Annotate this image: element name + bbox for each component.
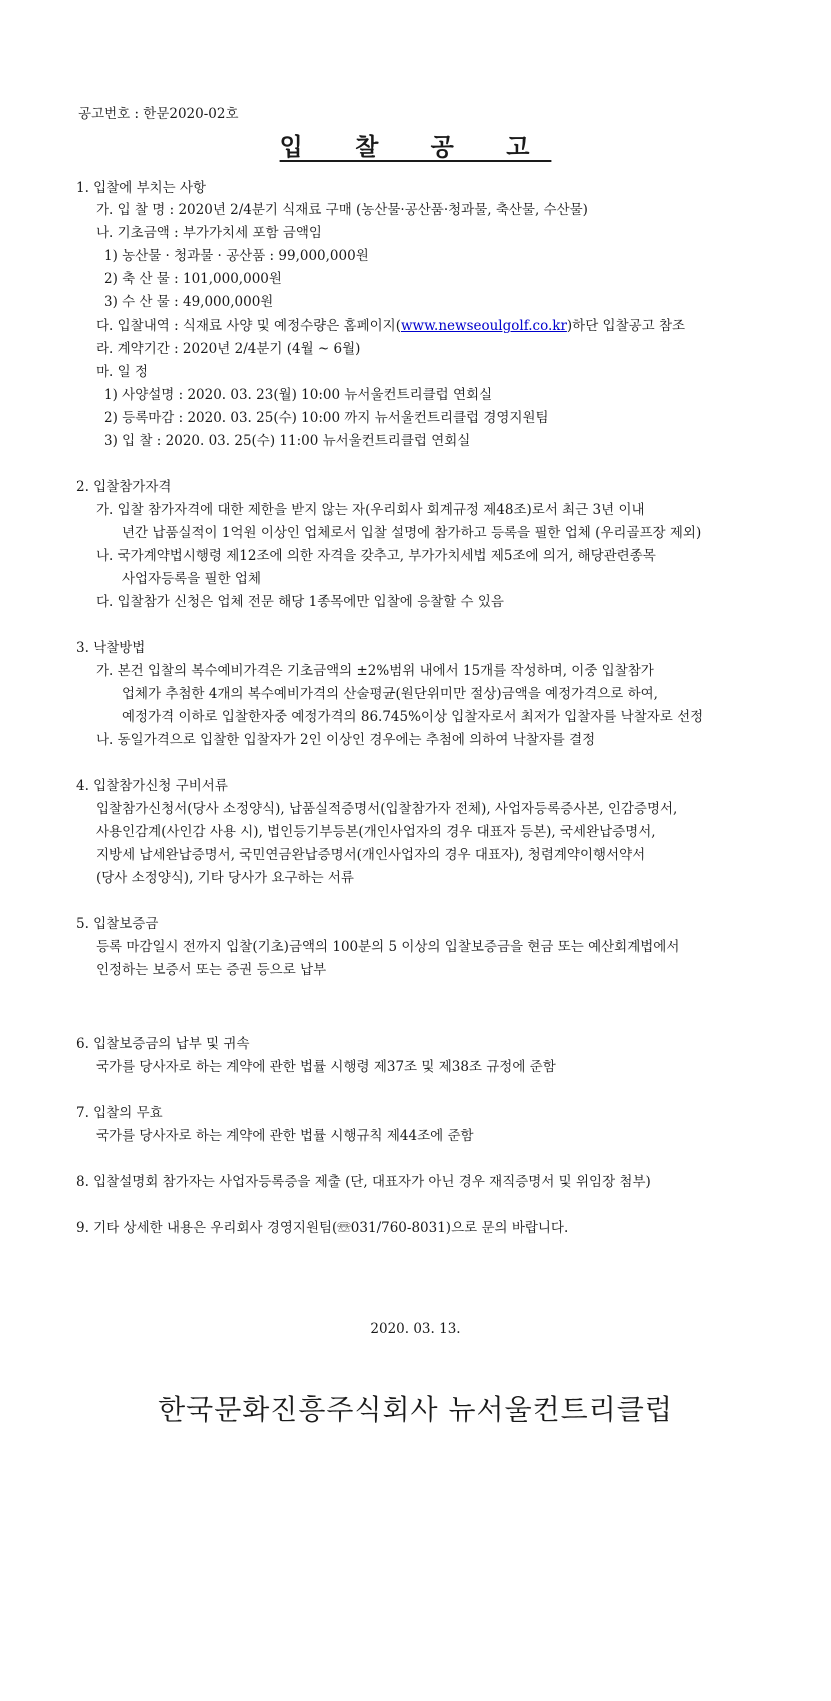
s2-item-c: 다. 입찰참가 신청은 업체 전문 해당 1종목에만 입찰에 응찰할 수 있음	[96, 594, 504, 610]
s6-line-1: 국가를 당사자로 하는 계약에 관한 법률 시행령 제37조 및 제38조 규정에 준함	[96, 1059, 556, 1075]
notice-date: 2020. 03. 13.	[370, 1321, 461, 1337]
s4-line-1: 입찰참가신청서(당사 소정양식), 납품실적증명서(입찰참가자 전체), 사업자등록증사본, 인감증명서,	[96, 801, 678, 817]
organization-name: 한국문화진흥주식회사 뉴서울컨트리클럽	[158, 1393, 673, 1426]
page-title	[0, 131, 831, 163]
s3-item-a2: 업체가 추첨한 4개의 복수예비가격의 산술평균(원단위미만 절상)금액을 예정가격으로 하여,	[122, 686, 658, 702]
s2-item-b1: 나. 국가계약법시행령 제12조에 의한 자격을 갖추고, 부가가치세법 제5조에 의거, 해당관련종목	[96, 548, 656, 564]
section-6-heading: 6. 입찰보증금의 납부 및 귀속	[76, 1036, 250, 1052]
s1-item-b1: 1) 농산물 · 청과물 · 공산품 : 99,000,000원	[104, 248, 369, 264]
title-text: 입 찰 공 고	[279, 132, 552, 161]
s2-item-a2: 년간 납품실적이 1억원 이상인 업체로서 입찰 설명에 참가하고 등록을 필한 업체 (우리골프장 제외)	[122, 525, 702, 541]
s1-item-e: 마. 일 정	[96, 364, 148, 380]
s1-item-e1: 1) 사양설명 : 2020. 03. 23(월) 10:00 뉴서울컨트리클럽 연회실	[104, 387, 493, 403]
s1-item-c-pre: 다. 입찰내역 : 식재료 사양 및 예정수량은 홈페이지(	[96, 318, 401, 334]
s1-item-b: 나. 기초금액 : 부가가치세 포함 금액임	[96, 225, 322, 241]
section-7-heading: 7. 입찰의 무효	[76, 1105, 163, 1121]
s3-item-b: 나. 동일가격으로 입찰한 입찰자가 2인 이상인 경우에는 추첨에 의하여 낙찰자를 결정	[96, 732, 596, 748]
s1-item-e3: 3) 입 찰 : 2020. 03. 25(수) 11:00 뉴서울컨트리클럽 연회실	[104, 433, 471, 449]
s4-line-2: 사용인감계(사인감 사용 시), 법인등기부등본(개인사업자의 경우 대표자 등본), 국세완납증명서,	[96, 824, 656, 840]
section-3-heading: 3. 낙찰방법	[76, 640, 146, 656]
s4-line-3: 지방세 납세완납증명서, 국민연금완납증명서(개인사업자의 경우 대표자), 청렴계약이행서약서	[96, 847, 646, 863]
s1-item-e2: 2) 등록마감 : 2020. 03. 25(수) 10:00 까지 뉴서울컨트리클럽 경영지원팀	[104, 410, 549, 426]
s1-item-d: 라. 계약기간 : 2020년 2/4분기 (4월 ~ 6월)	[96, 341, 361, 357]
s1-item-b2: 2) 축 산 물 : 101,000,000원	[104, 271, 282, 287]
s1-item-c-post: )하단 입찰공고 참조	[566, 318, 686, 334]
section-4-heading: 4. 입찰참가신청 구비서류	[76, 778, 228, 794]
s1-item-a: 가. 입 찰 명 : 2020년 2/4분기 식재료 구매 (농산물·공산품·청과물, 축산물, 수산물)	[96, 202, 588, 218]
s3-item-a3: 예정가격 이하로 입찰한자중 예정가격의 86.745%이상 입찰자로서 최저가 입찰자를 낙찰자로 선정	[122, 709, 704, 725]
s5-line-2: 인정하는 보증서 또는 증권 등으로 납부	[96, 962, 327, 978]
notice-number: 공고번호 : 한문2020-02호	[78, 106, 239, 122]
homepage-link[interactable]: www.newseoulgolf.co.kr	[400, 318, 567, 334]
s2-item-a1: 가. 입찰 참가자격에 대한 제한을 받지 않는 자(우리회사 회계규정 제48조)로서 최근 3년 이내	[96, 502, 645, 518]
s7-line-1: 국가를 당사자로 하는 계약에 관한 법률 시행규칙 제44조에 준함	[96, 1128, 474, 1144]
s1-item-b3: 3) 수 산 물 : 49,000,000원	[104, 294, 274, 310]
section-8: 8. 입찰설명회 참가자는 사업자등록증을 제출 (단, 대표자가 아닌 경우 재직증명서 및 위임장 첨부)	[76, 1174, 651, 1190]
s4-line-4: (당사 소정양식), 기타 당사가 요구하는 서류	[96, 870, 354, 886]
section-1-heading: 1. 입찰에 부치는 사항	[76, 180, 207, 196]
section-5-heading: 5. 입찰보증금	[76, 916, 159, 932]
section-2-heading: 2. 입찰참가자격	[76, 479, 172, 495]
section-9: 9. 기타 상세한 내용은 우리회사 경영지원팀(☏031/760-8031)으로 문의 바랍니다.	[76, 1220, 569, 1236]
s5-line-1: 등록 마감일시 전까지 입찰(기초)금액의 100분의 5 이상의 입찰보증금을 현금 또는 예산회계법에서	[96, 939, 680, 955]
s3-item-a1: 가. 본건 입찰의 복수예비가격은 기초금액의 ±2%범위 내에서 15개를 작성하며, 이중 입찰참가	[96, 663, 654, 679]
s2-item-b2: 사업자등록을 필한 업체	[122, 571, 261, 587]
s1-item-c	[96, 316, 685, 336]
